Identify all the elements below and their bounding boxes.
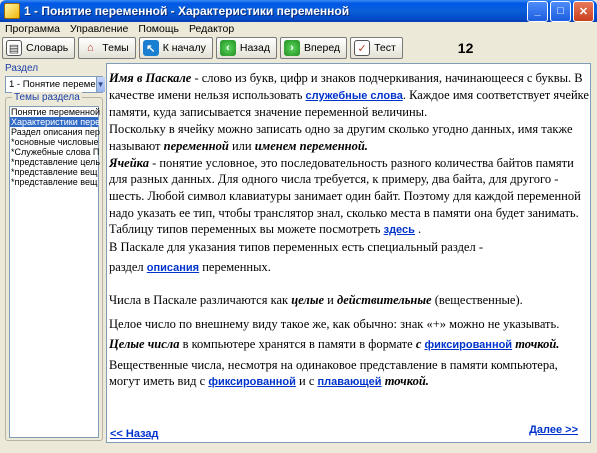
term-cell: Ячейка (109, 155, 149, 170)
term-real: действительные (337, 293, 432, 308)
section-label: Раздел (5, 63, 39, 74)
text: . (414, 222, 422, 237)
text: с (415, 336, 425, 351)
list-item[interactable]: *представление вещ (11, 167, 98, 177)
term-variable-name: именем переменной. (254, 138, 368, 153)
text: и с (295, 374, 318, 389)
topics-list[interactable] (9, 106, 99, 438)
topics-label: Темы (102, 42, 129, 54)
text: точкой. (381, 374, 429, 389)
arrow-right-icon: › (284, 40, 300, 56)
forward-button[interactable] (280, 37, 347, 59)
paragraph (109, 292, 589, 309)
back-label: Назад (239, 42, 270, 54)
spacer (109, 276, 589, 292)
text: . Каждое имя соответствует ячейке памяти, куда записывается значение переменной величины. (109, 87, 589, 120)
paragraph: В Паскале для указания типов переменных есть специальный раздел - (109, 240, 483, 255)
text: Поскольку в ячейку можно записать одно за другим сколько угодно данных, имя также называют (109, 122, 573, 153)
text: Вещественные числа, несмотря на одинаковое представление в памяти компьютера, могут иметь вид с (109, 357, 558, 389)
list-item[interactable]: Раздел описания пер (11, 127, 100, 137)
section-select[interactable] (5, 76, 103, 93)
menu-bar (0, 22, 597, 36)
text: - понятие условное, это последовательность разного количества байтов памяти для разных данных. Для одного числа требуется, к примеру, два байта, для другого - шесть. Любой символ клавиатуры занимает один байт. Поэтому для каждой переменной надо указать ее тип, чтобы транслятор знал, сколько места в памяти она будет занимать. Таблицу типов переменных вы можете посмотреть (109, 155, 581, 237)
term-name-in-pascal: Имя в Паскале (109, 71, 192, 85)
paragraph (109, 121, 589, 154)
arrow-left-icon: ‹ (220, 40, 236, 56)
term-integer: целые (291, 293, 325, 308)
text: - слово из букв, цифр и знаков подчеркивания, начинающееся с буквы. В качестве имени нельзя использовать (109, 71, 583, 102)
text: раздел (109, 259, 147, 274)
topics-group (5, 92, 103, 441)
list-item[interactable]: Понятие переменной (11, 107, 101, 117)
link-reserved-words[interactable]: служебные слова (305, 89, 403, 102)
section-value: 1 - Понятие переме (9, 79, 96, 90)
left-panel (5, 63, 103, 441)
topics-button[interactable] (78, 37, 135, 59)
menu-editor[interactable]: Редактор (188, 23, 235, 35)
dictionary-icon: ▤ (6, 40, 22, 56)
title-bar (0, 0, 597, 22)
forward-label: Вперед (303, 42, 341, 54)
list-item[interactable]: *Служебные слова П (11, 147, 100, 157)
window-title: 1 - Понятие переменной - Характеристики переменной (24, 4, 350, 18)
list-item[interactable]: *основные числовые (11, 137, 99, 147)
topics-label: Темы раздела (14, 92, 80, 103)
to-start-button[interactable] (139, 37, 213, 59)
text: (вещественные). (431, 293, 523, 308)
toolbar (0, 36, 597, 60)
paragraph (109, 336, 589, 354)
to-start-label: К началу (162, 42, 206, 54)
test-button[interactable] (350, 37, 403, 59)
menu-control[interactable]: Управление (70, 23, 129, 35)
minimize-button[interactable]: _ (527, 1, 548, 22)
text: или (228, 138, 255, 153)
text: точкой. (512, 336, 560, 351)
link-fixed-point[interactable]: фиксированной (208, 376, 296, 389)
page-number: 12 (457, 40, 474, 56)
text: в компьютере хранятся в памяти в формате (179, 336, 416, 351)
paragraph (109, 155, 589, 240)
paragraph (109, 259, 589, 277)
back-button[interactable] (216, 37, 277, 59)
term-variable: переменной (163, 138, 229, 153)
list-item[interactable]: *представление цель (11, 157, 101, 167)
app-icon (4, 3, 20, 19)
text: и (324, 293, 337, 308)
term-integers: Целые числа (109, 336, 180, 351)
arrow-up-left-icon: ↖ (143, 40, 159, 56)
chevron-down-icon[interactable]: ▼ (96, 77, 105, 92)
dictionary-label: Словарь (26, 42, 69, 54)
link-declarations[interactable]: описания (146, 261, 200, 274)
paragraph (109, 70, 589, 121)
menu-help[interactable]: Помощь (138, 23, 179, 35)
paragraph (109, 357, 589, 391)
list-item-selected[interactable]: Характеристики пере (11, 117, 101, 127)
paragraph: Целое число по внешнему виду такое же, как обычно: знак «+» можно не указывать. (109, 317, 560, 332)
dictionary-button[interactable] (2, 37, 75, 59)
checklist-icon: ✓ (354, 40, 370, 56)
lesson-text (109, 70, 589, 391)
house-icon: ⌂ (86, 42, 94, 54)
close-button[interactable]: ✕ (573, 1, 594, 22)
link-floating-point[interactable]: плавающей (317, 376, 382, 389)
content-panel (106, 63, 591, 443)
link-fixed-point[interactable]: фиксированной (424, 338, 513, 351)
maximize-button[interactable]: □ (550, 1, 571, 22)
menu-program[interactable]: Программа (5, 23, 61, 35)
text: Числа в Паскале различаются как (109, 293, 292, 308)
list-item[interactable]: *представление вещ (11, 177, 98, 187)
nav-next-link[interactable]: Далее >> (529, 424, 578, 436)
test-label: Тест (374, 42, 396, 54)
text: переменных. (199, 259, 271, 274)
link-here[interactable]: здесь (383, 224, 415, 237)
nav-back-link[interactable]: << Назад (110, 428, 159, 440)
